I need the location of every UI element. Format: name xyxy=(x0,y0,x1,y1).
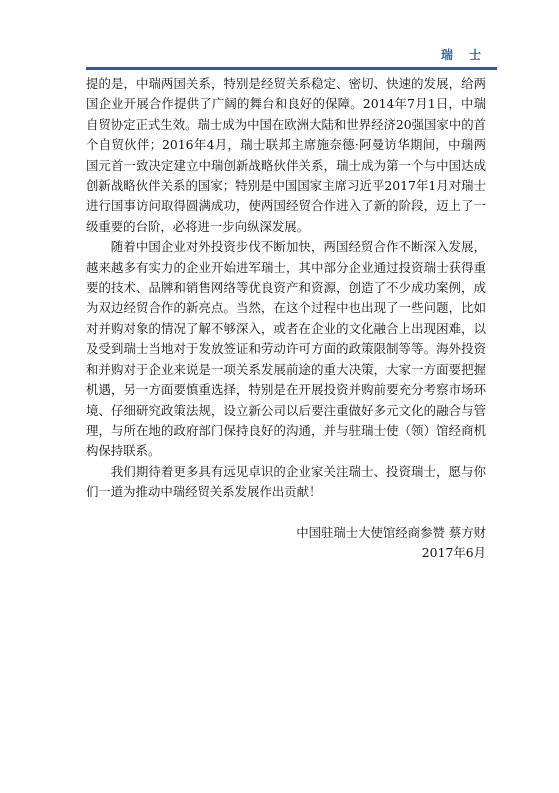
paragraph-closing: 我们期待着更多具有远见卓识的企业家关注瑞士、投资瑞士，愿与你们一道为推动中瑞经贸关系发展作出贡献！ xyxy=(86,463,486,500)
signature-date: 2017年6月 xyxy=(421,544,486,560)
running-header-title: 瑞 士 xyxy=(440,48,487,62)
document-body xyxy=(86,74,486,563)
header-rule xyxy=(86,67,497,70)
signature-author: 中国驻瑞士大使馆经商参赞 蔡方财 xyxy=(296,524,486,540)
signature-block xyxy=(86,523,486,564)
paragraph-continued: 提的是，中瑞两国关系，特别是经贸关系稳定、密切、快速的发展，给两国企业开展合作提供了广阔的舞台和良好的保障。2014年7月1日，中瑞自贸协定正式生效。瑞士成为中国在欧洲大陆和世界经济20强国家中的首个自贸伙伴；2016年4月，瑞士联邦主席施奈德·阿曼访华期间，中瑞两国元首一致决定建立中瑞创新战略伙伴关系，瑞士成为第一个与中国达成创新战略伙伴关系的国家；特别是中国国家主席习近平2017年1月对瑞士进行国事访问取得圆满成功，使两国经贸合作进入了新的阶段，迈上了一级重要的台阶，必将进一步向纵深发展。 xyxy=(86,76,486,234)
page-header xyxy=(86,42,497,70)
paragraph-investment: 随着中国企业对外投资步伐不断加快，两国经贸合作不断深入发展，越来越多有实力的企业开始进军瑞士，其中部分企业通过投资瑞士获得重要的技术、品牌和销售网络等优良资产和资源，创造了不少成功案例，成为双边经贸合作的新亮点。当然，在这个过程中也出现了一些问题，比如对并购对象的情况了解不够深入，或者在企业的文化融合上出现困难，以及受到瑞士当地对于发放签证和劳动许可方面的政策限制等等。海外投资和并购对于企业来说是一项关系发展前途的重大决策，大家一方面要把握机遇，另一方面要慎重选择，特别是在开展投资并购前要充分考察市场环境、仔细研究政策法规，设立新公司以后要注重做好多元文化的融合与管理，与所在地的政府部门保持良好的沟通，并与驻瑞士使（领）馆经商机构保持联系。 xyxy=(86,239,486,459)
